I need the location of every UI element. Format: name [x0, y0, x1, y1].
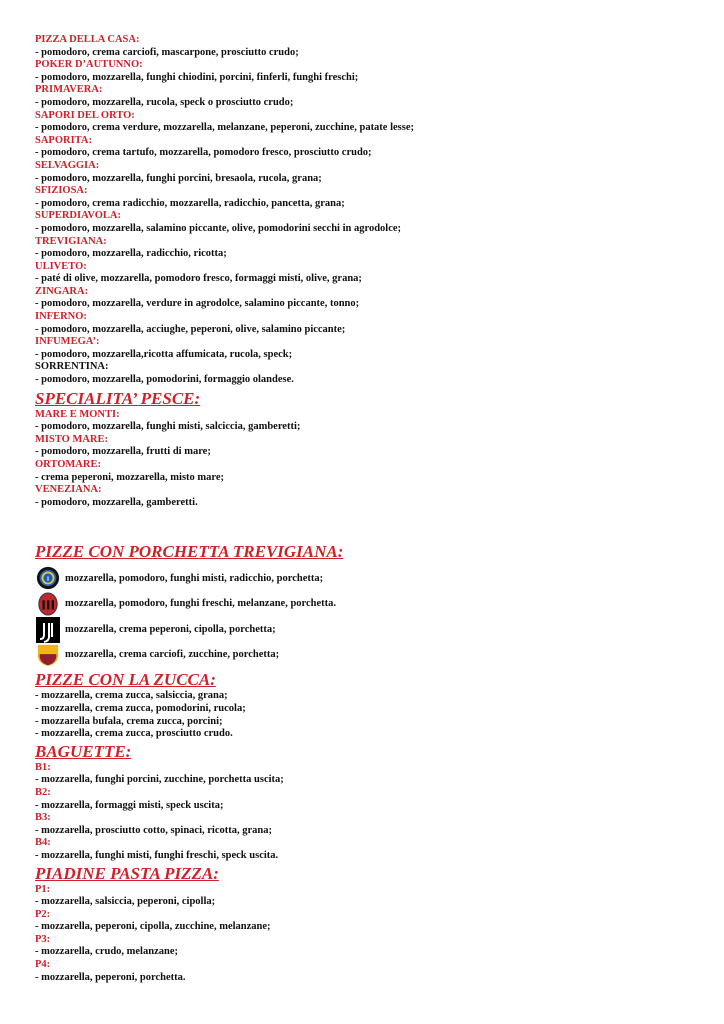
- item-name: B2:: [35, 786, 51, 798]
- item-ingredients: - mozzarella bufala, crema zucca, porcini;: [35, 715, 223, 727]
- porchetta-item: [35, 565, 695, 591]
- item-name: PIZZA DELLA CASA:: [35, 34, 140, 45]
- item-name: B3:: [35, 812, 51, 824]
- item-ingredients: - pomodoro, mozzarella, funghi porcini, bresaola, rucola, grana;: [35, 172, 322, 184]
- porchetta-item: [35, 591, 695, 617]
- item-ingredients: - pomodoro, crema carciofi, mascarpone, prosciutto crudo;: [35, 46, 299, 58]
- item-name: P1:: [35, 883, 51, 895]
- menu-column: [35, 34, 695, 984]
- zucca-list: [35, 690, 695, 740]
- section-title-baguette: BAGUETTE:: [35, 741, 132, 761]
- item-ingredients: - mozzarella, crema zucca, pomodorini, rucola;: [35, 702, 246, 714]
- item-name: SAPORITA:: [35, 134, 92, 146]
- item-name: MISTO MARE:: [35, 433, 109, 445]
- item-ingredients: - pomodoro, mozzarella, salamino piccante, olive, pomodorini secchi in agrodolce;: [35, 222, 402, 234]
- item-ingredients: - pomodoro, mozzarella, frutti di mare;: [35, 446, 211, 458]
- item-ingredients: - pomodoro, mozzarella, gamberetti.: [35, 496, 198, 508]
- item-name: B4:: [35, 837, 51, 849]
- item-name: MARE E MONTI:: [35, 408, 120, 420]
- item-ingredients: - mozzarella, funghi porcini, zucchine, porchetta uscita;: [35, 774, 284, 786]
- item-name: SFIZIOSA:: [35, 185, 88, 197]
- item-name: SORRENTINA:: [35, 361, 109, 373]
- item-ingredients: mozzarella, crema carciofi, zucchine, porchetta;: [65, 649, 280, 661]
- porchetta-item: [35, 642, 695, 668]
- inter-logo-icon: [35, 566, 61, 590]
- juventus-logo-icon: [35, 617, 61, 641]
- item-ingredients: - pomodoro, mozzarella, radicchio, ricotta;: [35, 248, 227, 260]
- item-ingredients: - pomodoro, mozzarella, funghi misti, salciccia, gamberetti;: [35, 421, 301, 433]
- item-ingredients: - pomodoro, mozzarella,ricotta affumicata, rucola, speck;: [35, 348, 293, 360]
- item-ingredients: - mozzarella, peperoni, cipolla, zucchine, melanzane;: [35, 921, 271, 933]
- item-ingredients: - pomodoro, mozzarella, pomodorini, formaggio olandese.: [35, 374, 294, 386]
- item-ingredients: - mozzarella, formaggi misti, speck uscita;: [35, 799, 224, 811]
- section-title-pesce: SPECIALITA’ PESCE:: [35, 388, 201, 408]
- baguette-list: [35, 762, 695, 863]
- pesce-list: [35, 409, 695, 510]
- item-ingredients: - pomodoro, mozzarella, rucola, speck o prosciutto crudo;: [35, 96, 294, 108]
- porchetta-list: [35, 565, 695, 667]
- item-ingredients: - mozzarella, salsiccia, peperoni, cipolla;: [35, 896, 216, 908]
- porchetta-item: [35, 616, 695, 642]
- item-name: INFUMEGA’:: [35, 336, 100, 348]
- section-title-porchetta: PIZZE CON PORCHETTA TREVIGIANA:: [35, 542, 344, 562]
- item-ingredients: - mozzarella, crema zucca, salsiccia, grana;: [35, 690, 228, 702]
- item-ingredients: - pomodoro, crema tartufo, mozzarella, pomodoro fresco, prosciutto crudo;: [35, 147, 372, 159]
- item-name: TREVIGIANA:: [35, 235, 107, 247]
- item-ingredients: - mozzarella, peperoni, porchetta.: [35, 971, 186, 983]
- piadine-list: [35, 884, 695, 985]
- item-ingredients: - pomodoro, mozzarella, funghi chiodini, porcini, finferli, funghi freschi;: [35, 71, 359, 83]
- item-ingredients: - mozzarella, crudo, melanzane;: [35, 946, 178, 958]
- item-ingredients: - pomodoro, mozzarella, verdure in agrodolce, salamino piccante, tonno;: [35, 298, 360, 310]
- section-title-piadine: PIADINE PASTA PIZZA:: [35, 863, 219, 883]
- item-ingredients: mozzarella, pomodoro, funghi misti, radicchio, porchetta;: [65, 572, 324, 584]
- item-name: P4:: [35, 959, 51, 971]
- item-name: SAPORI DEL ORTO:: [35, 109, 135, 121]
- item-ingredients: mozzarella, pomodoro, funghi freschi, melanzane, porchetta.: [65, 598, 337, 610]
- item-ingredients: - pomodoro, crema radicchio, mozzarella, radicchio, pancetta, grana;: [35, 197, 345, 209]
- roma-logo-icon: [35, 643, 61, 667]
- item-ingredients: mozzarella, crema peperoni, cipolla, porchetta;: [65, 623, 276, 635]
- milan-logo-icon: [35, 592, 61, 616]
- section-title-zucca: PIZZE CON LA ZUCCA:: [35, 670, 216, 690]
- item-ingredients: - mozzarella, prosciutto cotto, spinaci, ricotta, grana;: [35, 824, 272, 836]
- pizze-list: [35, 34, 695, 387]
- item-name: ZINGARA:: [35, 285, 89, 297]
- item-name: VENEZIANA:: [35, 484, 102, 496]
- item-name: ORTOMARE:: [35, 459, 101, 470]
- item-name: B1:: [35, 761, 51, 773]
- item-name: P3:: [35, 933, 51, 945]
- item-ingredients: - crema peperoni, mozzarella, misto mare;: [35, 471, 225, 483]
- item-ingredients: - mozzarella, crema zucca, prosciutto crudo.: [35, 728, 233, 740]
- item-name: SELVAGGIA:: [35, 159, 100, 171]
- item-name: ULIVETO:: [35, 260, 87, 272]
- item-ingredients: - pomodoro, mozzarella, acciughe, peperoni, olive, salamino piccante;: [35, 323, 346, 335]
- item-ingredients: - paté di olive, mozzarella, pomodoro fresco, formaggi misti, olive, grana;: [35, 273, 362, 285]
- item-name: P2:: [35, 908, 51, 920]
- item-name: INFERNO:: [35, 311, 87, 323]
- item-ingredients: - pomodoro, crema verdure, mozzarella, melanzane, peperoni, zucchine, patate lesse;: [35, 122, 414, 134]
- item-ingredients: - mozzarella, funghi misti, funghi freschi, speck uscita.: [35, 849, 279, 861]
- item-name: POKER D’AUTUNNO:: [35, 59, 143, 71]
- item-name: SUPERDIAVOLA:: [35, 210, 121, 222]
- item-name: PRIMAVERA:: [35, 84, 103, 96]
- svg-text:I: I: [47, 575, 49, 583]
